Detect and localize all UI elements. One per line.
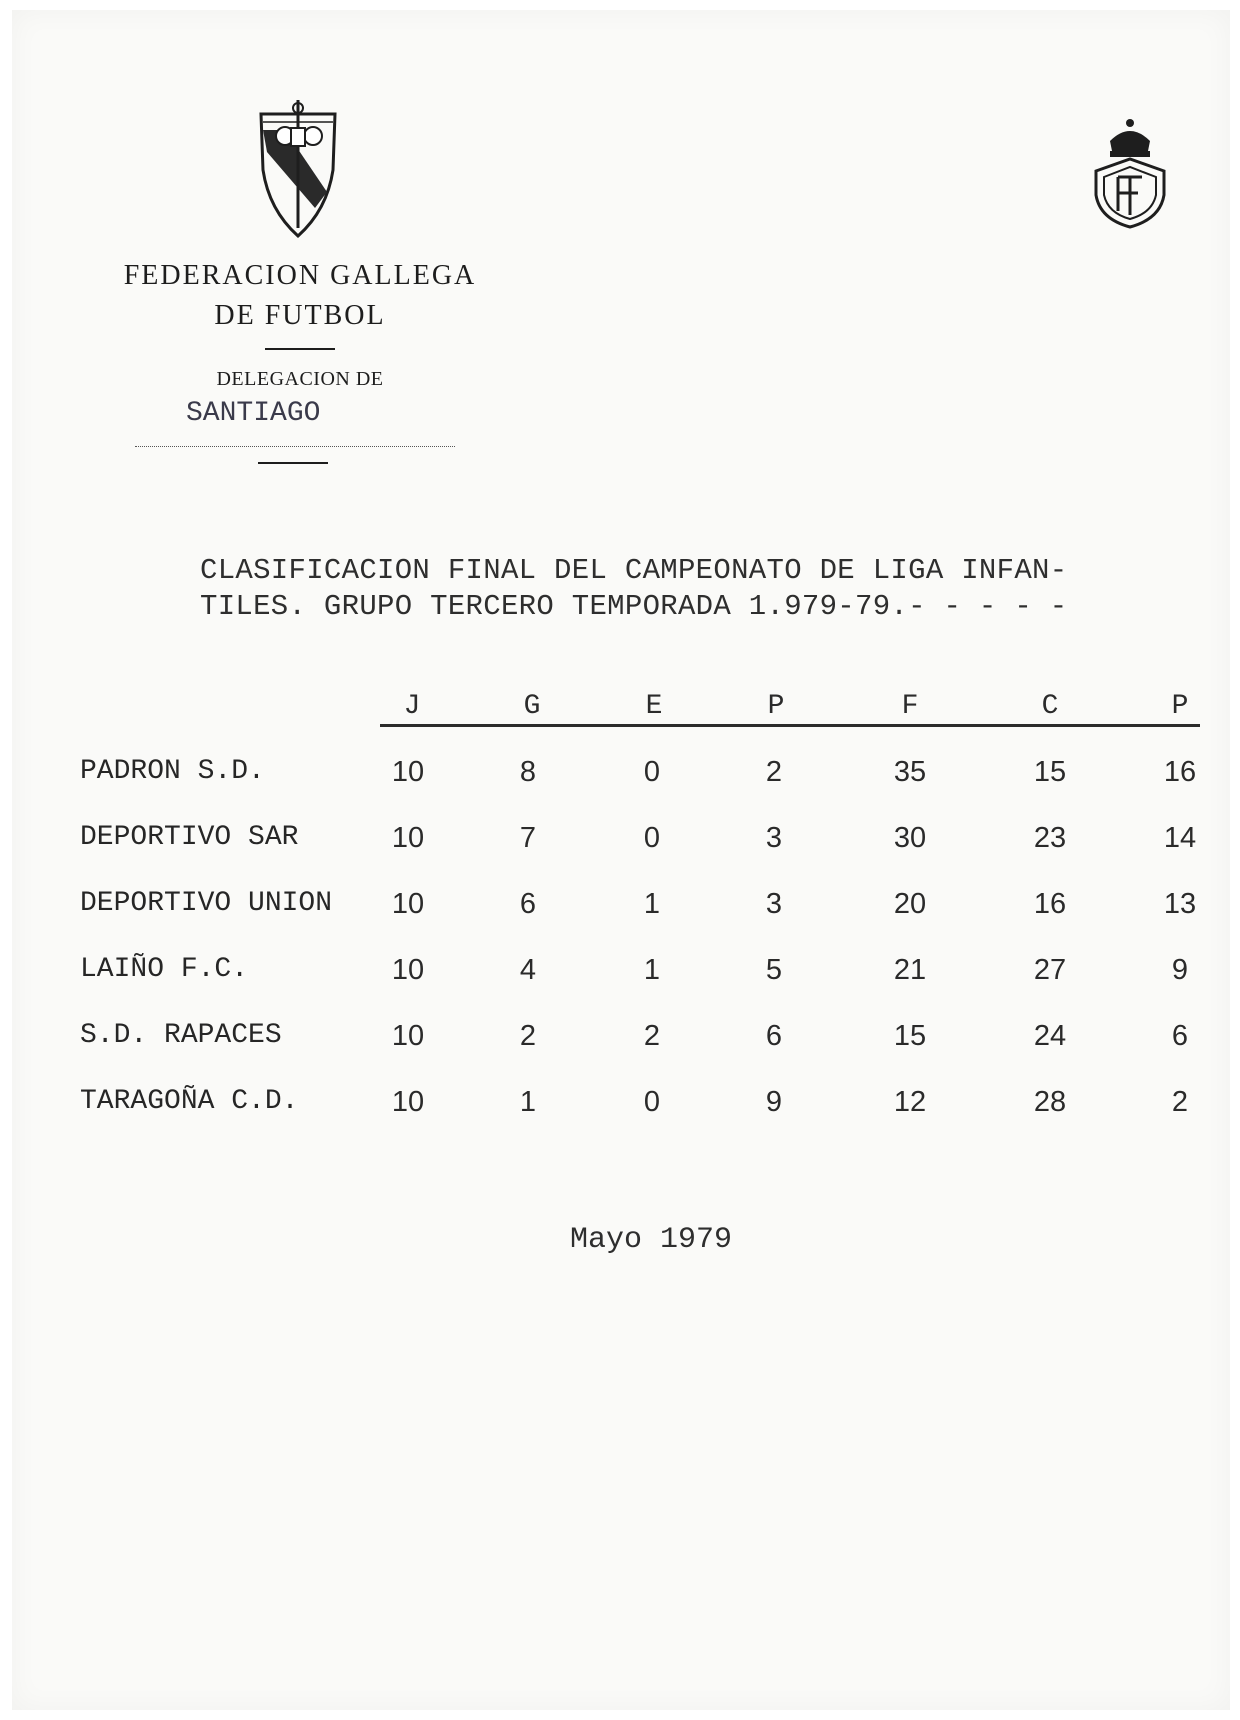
title-line-2: TILES. GRUPO TERCERO TEMPORADA 1.979-79.- - - - - [200, 590, 1068, 623]
table-row [0, 950, 1240, 990]
dotted-line [135, 446, 455, 447]
cell-f: 21 [893, 954, 927, 986]
cell-e: 2 [643, 1020, 661, 1052]
cell-j: 10 [391, 1020, 425, 1052]
cell-f: 20 [893, 888, 927, 920]
cell-points: 16 [1163, 756, 1197, 788]
letterhead-divider [265, 348, 335, 350]
cell-g: 7 [519, 822, 537, 854]
document-title [200, 553, 1067, 625]
team-name: PADRON S.D. [80, 756, 265, 787]
cell-f: 12 [893, 1086, 927, 1118]
cell-p: 2 [765, 756, 783, 788]
cell-c: 24 [1033, 1020, 1067, 1052]
cell-p: 3 [765, 822, 783, 854]
cell-p: 3 [765, 888, 783, 920]
cell-g: 2 [519, 1020, 537, 1052]
galician-federation-shield-icon [255, 100, 341, 240]
spanish-federation-crown-emblem-icon [1090, 115, 1170, 230]
table-row [0, 1082, 1240, 1122]
cell-j: 10 [391, 954, 425, 986]
federation-subname: DE FUTBOL [214, 300, 386, 331]
table-row [0, 884, 1240, 924]
cell-j: 10 [391, 1086, 425, 1118]
letterhead-divider-bottom [258, 462, 328, 464]
cell-j: 10 [391, 756, 425, 788]
cell-e: 0 [643, 756, 661, 788]
team-name: DEPORTIVO SAR [80, 822, 299, 853]
title-line-1: CLASIFICACION FINAL DEL CAMPEONATO DE LIGA INFAN- [200, 554, 1068, 587]
cell-j: 10 [391, 888, 425, 920]
cell-e: 1 [643, 888, 661, 920]
cell-e: 1 [643, 954, 661, 986]
cell-p: 5 [765, 954, 783, 986]
cell-c: 15 [1033, 756, 1067, 788]
team-name: TARAGOÑA C.D. [80, 1086, 299, 1117]
column-header-f: F [901, 691, 919, 722]
table-row [0, 1016, 1240, 1056]
cell-g: 6 [519, 888, 537, 920]
cell-points: 13 [1163, 888, 1197, 920]
letterhead [60, 258, 540, 429]
column-header-p: P [767, 691, 785, 722]
cell-g: 4 [519, 954, 537, 986]
cell-points: 14 [1163, 822, 1197, 854]
cell-p: 9 [765, 1086, 783, 1118]
delegation-city: SANTIAGO [186, 398, 321, 429]
cell-f: 30 [893, 822, 927, 854]
cell-f: 35 [893, 756, 927, 788]
cell-c: 16 [1033, 888, 1067, 920]
cell-c: 27 [1033, 954, 1067, 986]
cell-p: 6 [765, 1020, 783, 1052]
table-row [0, 818, 1240, 858]
team-name: LAIÑO F.C. [80, 954, 249, 985]
cell-points: 2 [1171, 1086, 1189, 1118]
cell-j: 10 [391, 822, 425, 854]
cell-points: 9 [1171, 954, 1189, 986]
table-header [380, 690, 1200, 727]
column-header-c: C [1041, 691, 1059, 722]
team-name: S.D. RAPACES [80, 1020, 282, 1051]
cell-points: 6 [1171, 1020, 1189, 1052]
cell-e: 0 [643, 1086, 661, 1118]
delegation-label: DELEGACION DE [216, 368, 384, 390]
cell-e: 0 [643, 822, 661, 854]
column-header-j: J [403, 691, 421, 722]
cell-c: 23 [1033, 822, 1067, 854]
team-name: DEPORTIVO UNION [80, 888, 333, 919]
cell-c: 28 [1033, 1086, 1067, 1118]
column-header-e: E [645, 691, 663, 722]
cell-f: 15 [893, 1020, 927, 1052]
cell-g: 8 [519, 756, 537, 788]
table-row [0, 752, 1240, 792]
column-header-g: G [523, 691, 541, 722]
federation-name: FEDERACION GALLEGA [123, 260, 477, 291]
document-date: Mayo 1979 [570, 1223, 733, 1257]
cell-g: 1 [519, 1086, 537, 1118]
column-header-points: P [1171, 691, 1189, 722]
